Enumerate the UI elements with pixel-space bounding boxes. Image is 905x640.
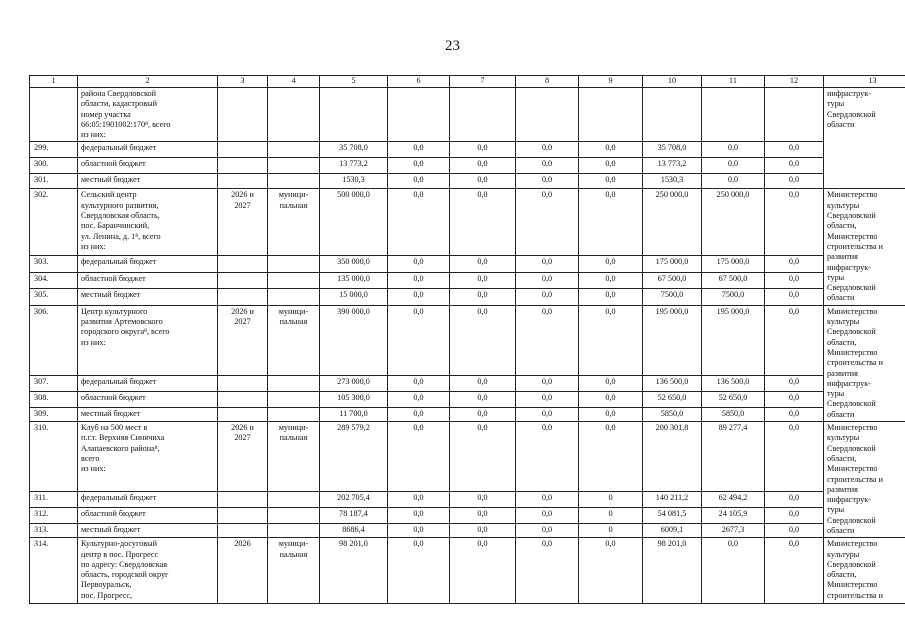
value-cell: 0,0 <box>388 256 450 272</box>
value-cell: 175 000,0 <box>643 256 702 272</box>
value-cell: 0,0 <box>450 189 516 256</box>
value-cell: 0,0 <box>765 375 824 391</box>
value-cell: 1530,3 <box>643 174 702 189</box>
table-row <box>30 256 905 272</box>
value-cell: 11 700,0 <box>320 407 388 421</box>
value-cell: 0 <box>579 507 643 523</box>
value-cell: 0,0 <box>450 305 516 375</box>
years-cell <box>218 289 268 306</box>
years-cell <box>218 158 268 174</box>
years-cell: 2026 <box>218 538 268 604</box>
value-cell: 0,0 <box>579 305 643 375</box>
value-cell: 0,0 <box>702 142 765 158</box>
ownership-type-cell <box>268 524 320 538</box>
value-cell: 13 773,2 <box>320 158 388 174</box>
value-cell: 135 000,0 <box>320 272 388 288</box>
value-cell <box>516 88 579 142</box>
header-cell: 5 <box>320 76 388 88</box>
item-name-cell: областной бюджет <box>78 391 218 407</box>
value-cell <box>579 88 643 142</box>
row-number-cell: 309. <box>30 407 78 421</box>
responsible-agency-cell: Министерство культуры Свердловской области, Министерство строительства и развития инфраструк- туры Свердловской области <box>824 189 905 305</box>
value-cell: 67 500,0 <box>643 272 702 288</box>
value-cell: 0,0 <box>765 272 824 288</box>
table-row <box>30 88 905 142</box>
value-cell: 0,0 <box>450 142 516 158</box>
value-cell: 0,0 <box>388 158 450 174</box>
ownership-type-cell <box>268 272 320 288</box>
value-cell: 0,0 <box>388 507 450 523</box>
row-number-cell: 302. <box>30 189 78 256</box>
value-cell: 35 708,0 <box>320 142 388 158</box>
value-cell <box>450 88 516 142</box>
value-cell: 0 <box>579 524 643 538</box>
value-cell: 136 500,0 <box>702 375 765 391</box>
row-number-cell: 305. <box>30 289 78 306</box>
value-cell <box>765 88 824 142</box>
row-number-cell: 307. <box>30 375 78 391</box>
value-cell: 0,0 <box>516 256 579 272</box>
years-cell <box>218 256 268 272</box>
years-cell: 2026 и 2027 <box>218 305 268 375</box>
value-cell: 0,0 <box>765 491 824 507</box>
value-cell: 0,0 <box>579 158 643 174</box>
row-number-cell: 303. <box>30 256 78 272</box>
value-cell: 289 579,2 <box>320 422 388 492</box>
value-cell: 1530,3 <box>320 174 388 189</box>
value-cell: 0,0 <box>516 158 579 174</box>
value-cell: 0,0 <box>388 422 450 492</box>
value-cell <box>643 88 702 142</box>
value-cell: 0,0 <box>450 158 516 174</box>
value-cell: 0,0 <box>388 272 450 288</box>
value-cell <box>320 88 388 142</box>
row-number-cell: 300. <box>30 158 78 174</box>
value-cell: 0,0 <box>765 189 824 256</box>
header-cell: 7 <box>450 76 516 88</box>
value-cell: 0,0 <box>765 289 824 306</box>
value-cell: 500 000,0 <box>320 189 388 256</box>
item-name-cell: областной бюджет <box>78 272 218 288</box>
value-cell: 0,0 <box>516 289 579 306</box>
ownership-type-cell <box>268 158 320 174</box>
ownership-type-cell <box>268 391 320 407</box>
value-cell: 273 000,0 <box>320 375 388 391</box>
table-row <box>30 524 905 538</box>
value-cell: 202 705,4 <box>320 491 388 507</box>
value-cell: 175 000,0 <box>702 256 765 272</box>
value-cell: 0,0 <box>579 422 643 492</box>
value-cell: 0,0 <box>516 305 579 375</box>
ownership-type-cell <box>268 507 320 523</box>
table-row <box>30 305 905 375</box>
ownership-type-cell <box>268 375 320 391</box>
header-cell: 11 <box>702 76 765 88</box>
ownership-type-cell <box>268 407 320 421</box>
ownership-type-cell <box>268 491 320 507</box>
ownership-type-cell <box>268 88 320 142</box>
value-cell: 67 500,0 <box>702 272 765 288</box>
value-cell: 195 000,0 <box>702 305 765 375</box>
years-cell <box>218 375 268 391</box>
item-name-cell: областной бюджет <box>78 507 218 523</box>
value-cell: 0,0 <box>516 491 579 507</box>
value-cell: 0,0 <box>516 174 579 189</box>
ownership-type-cell: муници- пальная <box>268 538 320 604</box>
value-cell: 136 500,0 <box>643 375 702 391</box>
value-cell: 0,0 <box>450 422 516 492</box>
years-cell: 2026 и 2027 <box>218 422 268 492</box>
value-cell: 62 494,2 <box>702 491 765 507</box>
value-cell: 0,0 <box>702 158 765 174</box>
header-cell: 12 <box>765 76 824 88</box>
header-row <box>30 76 905 88</box>
value-cell: 350 000,0 <box>320 256 388 272</box>
table-row <box>30 507 905 523</box>
value-cell: 0,0 <box>450 524 516 538</box>
value-cell: 0,0 <box>516 538 579 604</box>
value-cell <box>388 88 450 142</box>
value-cell: 0,0 <box>765 407 824 421</box>
value-cell: 7500,0 <box>702 289 765 306</box>
item-name-cell: местный бюджет <box>78 524 218 538</box>
value-cell: 0,0 <box>516 524 579 538</box>
value-cell: 0,0 <box>388 407 450 421</box>
value-cell: 0 <box>579 491 643 507</box>
header-cell: 9 <box>579 76 643 88</box>
value-cell: 0,0 <box>765 142 824 158</box>
value-cell: 0,0 <box>765 524 824 538</box>
value-cell: 0,0 <box>450 375 516 391</box>
value-cell: 5850,0 <box>643 407 702 421</box>
value-cell: 0,0 <box>450 289 516 306</box>
value-cell: 0,0 <box>450 507 516 523</box>
value-cell: 98 201,0 <box>320 538 388 604</box>
item-name-cell: Сельский центр культурного развития, Свердловская область, пос. Баранчинский, ул. Ленина, д. 1⁸, всего из них: <box>78 189 218 256</box>
value-cell: 0,0 <box>516 142 579 158</box>
years-cell <box>218 391 268 407</box>
value-cell: 0,0 <box>388 538 450 604</box>
years-cell <box>218 272 268 288</box>
value-cell: 0,0 <box>765 256 824 272</box>
item-name-cell: областной бюджет <box>78 158 218 174</box>
table-row <box>30 422 905 492</box>
value-cell: 0,0 <box>450 538 516 604</box>
item-name-cell: Клуб на 500 мест в п.г.т. Верхняя Синячиха Алапаевского района⁸, всего из них: <box>78 422 218 492</box>
value-cell: 0,0 <box>579 289 643 306</box>
table-row <box>30 491 905 507</box>
ownership-type-cell: муници- пальная <box>268 305 320 375</box>
table-row <box>30 158 905 174</box>
value-cell: 8686,4 <box>320 524 388 538</box>
value-cell: 0,0 <box>450 491 516 507</box>
value-cell: 0,0 <box>579 375 643 391</box>
value-cell: 0,0 <box>765 538 824 604</box>
value-cell: 0,0 <box>516 375 579 391</box>
value-cell: 0,0 <box>450 407 516 421</box>
value-cell: 54 081,5 <box>643 507 702 523</box>
ownership-type-cell: муници- пальная <box>268 189 320 256</box>
value-cell: 52 650,0 <box>702 391 765 407</box>
value-cell: 0,0 <box>388 174 450 189</box>
ownership-type-cell <box>268 174 320 189</box>
responsible-agency-cell: инфраструк- туры Свердловской области <box>824 88 905 189</box>
budget-table <box>29 75 905 604</box>
value-cell: 0,0 <box>516 507 579 523</box>
row-number-cell: 313. <box>30 524 78 538</box>
row-number-cell: 310. <box>30 422 78 492</box>
value-cell: 0,0 <box>765 422 824 492</box>
value-cell: 0,0 <box>388 524 450 538</box>
value-cell: 0,0 <box>765 391 824 407</box>
value-cell: 0,0 <box>450 174 516 189</box>
value-cell: 0,0 <box>388 491 450 507</box>
header-cell: 13 <box>824 76 905 88</box>
table-row <box>30 289 905 306</box>
item-name-cell: местный бюджет <box>78 174 218 189</box>
value-cell: 6009,1 <box>643 524 702 538</box>
table-row <box>30 391 905 407</box>
value-cell: 15 000,0 <box>320 289 388 306</box>
value-cell: 0,0 <box>388 391 450 407</box>
table-row <box>30 375 905 391</box>
ownership-type-cell: муници- пальная <box>268 422 320 492</box>
value-cell: 0,0 <box>765 305 824 375</box>
years-cell <box>218 491 268 507</box>
value-cell: 2677,3 <box>702 524 765 538</box>
header-cell: 10 <box>643 76 702 88</box>
value-cell: 0,0 <box>388 289 450 306</box>
value-cell: 0,0 <box>765 158 824 174</box>
item-name-cell: местный бюджет <box>78 289 218 306</box>
row-number-cell: 301. <box>30 174 78 189</box>
value-cell: 0,0 <box>579 174 643 189</box>
value-cell: 0,0 <box>702 538 765 604</box>
row-number-cell: 299. <box>30 142 78 158</box>
row-number-cell: 312. <box>30 507 78 523</box>
value-cell: 98 201,0 <box>643 538 702 604</box>
value-cell: 0,0 <box>516 391 579 407</box>
value-cell: 0,0 <box>516 407 579 421</box>
value-cell: 0,0 <box>450 391 516 407</box>
value-cell: 0,0 <box>450 256 516 272</box>
years-cell <box>218 524 268 538</box>
table-row <box>30 407 905 421</box>
header-cell: 8 <box>516 76 579 88</box>
row-number-cell: 314. <box>30 538 78 604</box>
value-cell: 0,0 <box>388 142 450 158</box>
table-row <box>30 174 905 189</box>
ownership-type-cell <box>268 289 320 306</box>
responsible-agency-cell: Министерство культуры Свердловской области, Министерство строительства и <box>824 538 905 604</box>
value-cell: 0,0 <box>516 422 579 492</box>
item-name-cell: федеральный бюджет <box>78 375 218 391</box>
value-cell: 0,0 <box>388 375 450 391</box>
value-cell: 0,0 <box>579 142 643 158</box>
value-cell: 195 000,0 <box>643 305 702 375</box>
value-cell: 0,0 <box>516 189 579 256</box>
item-name-cell: федеральный бюджет <box>78 142 218 158</box>
item-name-cell: федеральный бюджет <box>78 256 218 272</box>
years-cell <box>218 88 268 142</box>
value-cell <box>702 88 765 142</box>
value-cell: 35 708,0 <box>643 142 702 158</box>
value-cell: 13 773,2 <box>643 158 702 174</box>
table-row <box>30 538 905 604</box>
years-cell <box>218 507 268 523</box>
value-cell: 250 000,0 <box>702 189 765 256</box>
years-cell <box>218 407 268 421</box>
row-number-cell: 304. <box>30 272 78 288</box>
value-cell: 78 187,4 <box>320 507 388 523</box>
value-cell: 0,0 <box>765 174 824 189</box>
header-cell: 3 <box>218 76 268 88</box>
item-name-cell: Центр культурного развития Артемовского городского округа⁸, всего из них: <box>78 305 218 375</box>
row-number-cell: 308. <box>30 391 78 407</box>
value-cell: 0,0 <box>702 174 765 189</box>
years-cell <box>218 142 268 158</box>
row-number-cell: 311. <box>30 491 78 507</box>
value-cell: 0,0 <box>579 256 643 272</box>
value-cell: 0,0 <box>579 538 643 604</box>
value-cell: 200 301,8 <box>643 422 702 492</box>
value-cell: 390 000,0 <box>320 305 388 375</box>
value-cell: 0,0 <box>765 507 824 523</box>
value-cell: 140 211,2 <box>643 491 702 507</box>
value-cell: 5850,0 <box>702 407 765 421</box>
value-cell: 52 650,0 <box>643 391 702 407</box>
years-cell <box>218 174 268 189</box>
value-cell: 7500,0 <box>643 289 702 306</box>
value-cell: 0,0 <box>450 272 516 288</box>
header-cell: 1 <box>30 76 78 88</box>
header-cell: 6 <box>388 76 450 88</box>
table-row <box>30 272 905 288</box>
row-number-cell <box>30 88 78 142</box>
value-cell: 0,0 <box>579 391 643 407</box>
item-name-cell: местный бюджет <box>78 407 218 421</box>
value-cell: 0,0 <box>579 407 643 421</box>
header-cell: 2 <box>78 76 218 88</box>
page-number: 23 <box>445 38 460 54</box>
value-cell: 0,0 <box>579 189 643 256</box>
years-cell: 2026 и 2027 <box>218 189 268 256</box>
table-row <box>30 189 905 256</box>
value-cell: 89 277,4 <box>702 422 765 492</box>
item-name-cell: района Свердловской области, кадастровый номер участка 66:05:1901002:170⁸, всего из них: <box>78 88 218 142</box>
value-cell: 0,0 <box>388 189 450 256</box>
table-row <box>30 142 905 158</box>
ownership-type-cell <box>268 142 320 158</box>
responsible-agency-cell: Министерство культуры Свердловской области, Министерство строительства и развития инфраструк- туры Свердловской области <box>824 305 905 421</box>
row-number-cell: 306. <box>30 305 78 375</box>
item-name-cell: федеральный бюджет <box>78 491 218 507</box>
value-cell: 0,0 <box>388 305 450 375</box>
item-name-cell: Культурно-досуговый центр в пос. Прогресс по адресу: Свердловская область, городской округ Первоуральск, пос. Прогресс, <box>78 538 218 604</box>
responsible-agency-cell: Министерство культуры Свердловской области, Министерство строительства и развития инфраструк- туры Свердловской области <box>824 422 905 538</box>
header-cell: 4 <box>268 76 320 88</box>
value-cell: 24 105,9 <box>702 507 765 523</box>
value-cell: 0,0 <box>579 272 643 288</box>
value-cell: 105 300,0 <box>320 391 388 407</box>
value-cell: 250 000,0 <box>643 189 702 256</box>
ownership-type-cell <box>268 256 320 272</box>
value-cell: 0,0 <box>516 272 579 288</box>
